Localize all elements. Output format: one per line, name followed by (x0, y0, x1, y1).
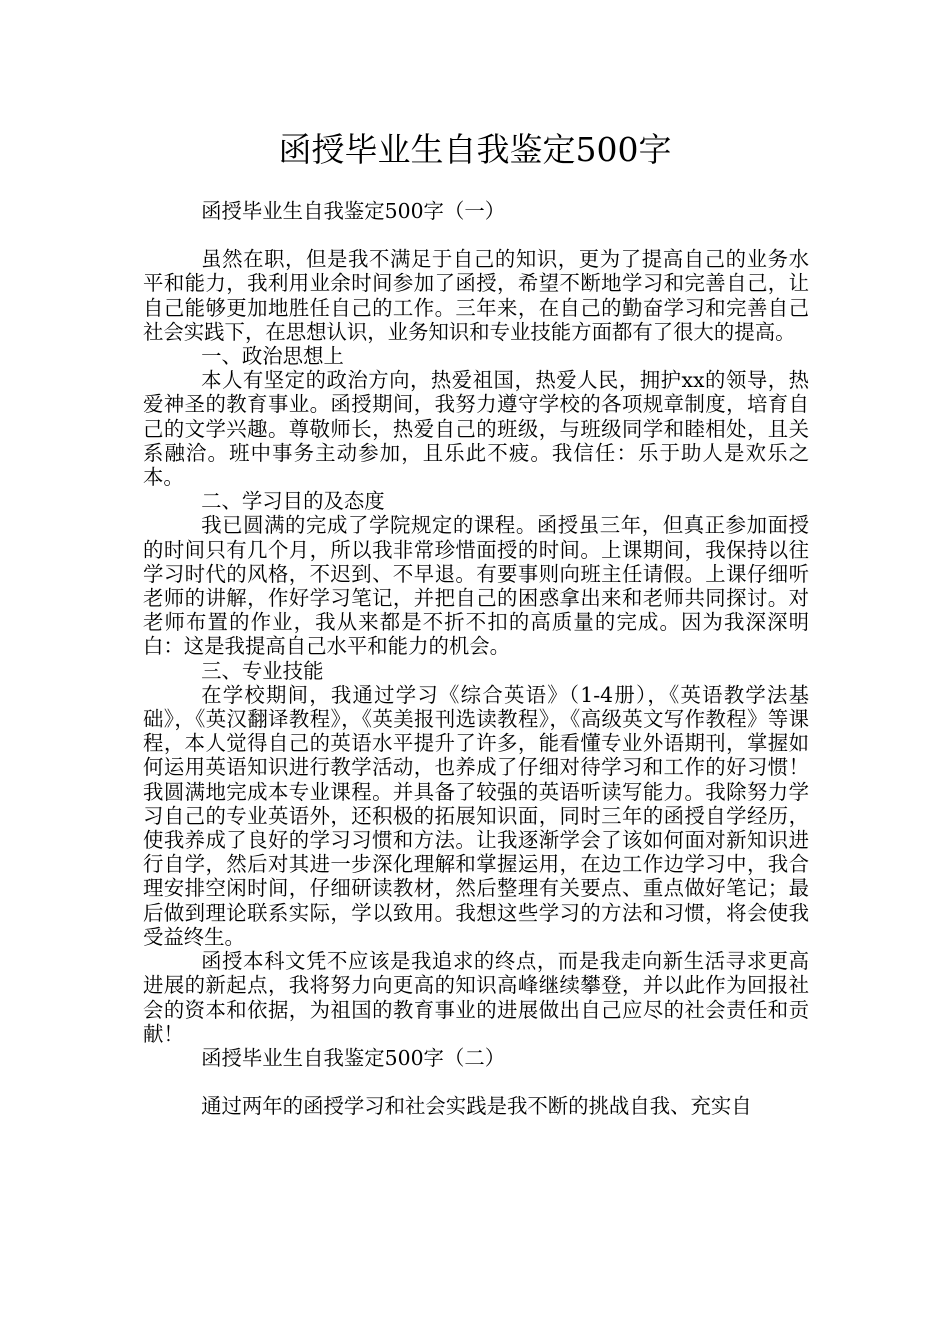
section-2-subtitle: 函授毕业生自我鉴定500字（二） (201, 1045, 506, 1070)
paragraph-gap (143, 1070, 809, 1094)
section-1-paragraph-skills: 在学校期间，我通过学习《综合英语》（1-4册），《英语教学法基础》，《英汉翻译教程》，《英美报刊选读教程》，《高级英文写作教程》等课程，本人觉得自己的英语水平提升了许多，能看懂专业外语期刊，掌握如何运用英语知识进行教学活动，也养成了仔细对待学习和工作的好习惯！我圆满地完成本专业课程。并具备了较强的英语听读写能力。我除努力学习自己的专业英语外，还积极的拓展知识面，同时三年的函授自学经历，使我养成了良好的学习习惯和方法。让我逐渐学会了该如何面对新知识进行自学，然后对其进一步深化理解和掌握运用，在边工作边学习中，我合理安排空闲时间，仔细研读教材，然后整理有关要点、重点做好笔记；最后做到理论联系实际，学以致用。我想这些学习的方法和习惯，将会使我受益终生。 (143, 682, 809, 949)
section-1-heading-study: 二、学习目的及态度 (201, 489, 385, 514)
section-1-heading-skills: 三、专业技能 (201, 658, 324, 683)
document-title: 函授毕业生自我鉴定500字 (278, 130, 672, 169)
paragraph-gap (143, 223, 809, 247)
section-1-paragraph-politics: 本人有坚定的政治方向，热爱祖国，热爱人民，拥护xx的领导，热爱神圣的教育事业。函授期间，我努力遵守学校的各项规章制度，培育自己的文学兴趣。尊敬师长，热爱自己的班级，与班级同学和睦相处，且关系融洽。班中事务主动参加，且乐此不疲。我信任：乐于助人是欢乐之本。 (143, 368, 809, 490)
document-body (143, 199, 809, 1118)
section-1-closing: 函授本科文凭不应该是我追求的终点，而是我走向新生活寻求更高进展的新起点，我将努力向更高的知识高峰继续攀登，并以此作为回报社会的资本和依据，为祖国的教育事业的进展做出自己应尽的社会责任和贡献！ (143, 949, 809, 1046)
section-1-paragraph-study: 我已圆满的完成了学院规定的课程。函授虽三年，但真正参加面授的时间只有几个月，所以我非常珍惜面授的时间。上课期间，我保持以往学习时代的风格，不迟到、不早退。有要事则向班主任请假。上课仔细听老师的讲解，作好学习笔记，并把自己的困惑拿出来和老师共同探讨。对老师布置的作业，我从来都是不折不扣的高质量的完成。因为我深深明白：这是我提高自己水平和能力的机会。 (143, 513, 809, 659)
section-2-intro: 通过两年的函授学习和社会实践是我不断的挑战自我、充实自 (201, 1094, 752, 1119)
section-1-intro: 虽然在职，但是我不满足于自己的知识，更为了提高自己的业务水平和能力，我利用业余时间参加了函授，希望不断地学习和完善自己，让自己能够更加地胜任自己的工作。三年来，在自己的勤奋学习和完善自己社会实践下，在思想认识，业务知识和专业技能方面都有了很大的提高。 (143, 247, 809, 344)
section-1-heading-politics: 一、政治思想上 (201, 344, 344, 369)
section-1-subtitle: 函授毕业生自我鉴定500字（一） (201, 199, 506, 223)
